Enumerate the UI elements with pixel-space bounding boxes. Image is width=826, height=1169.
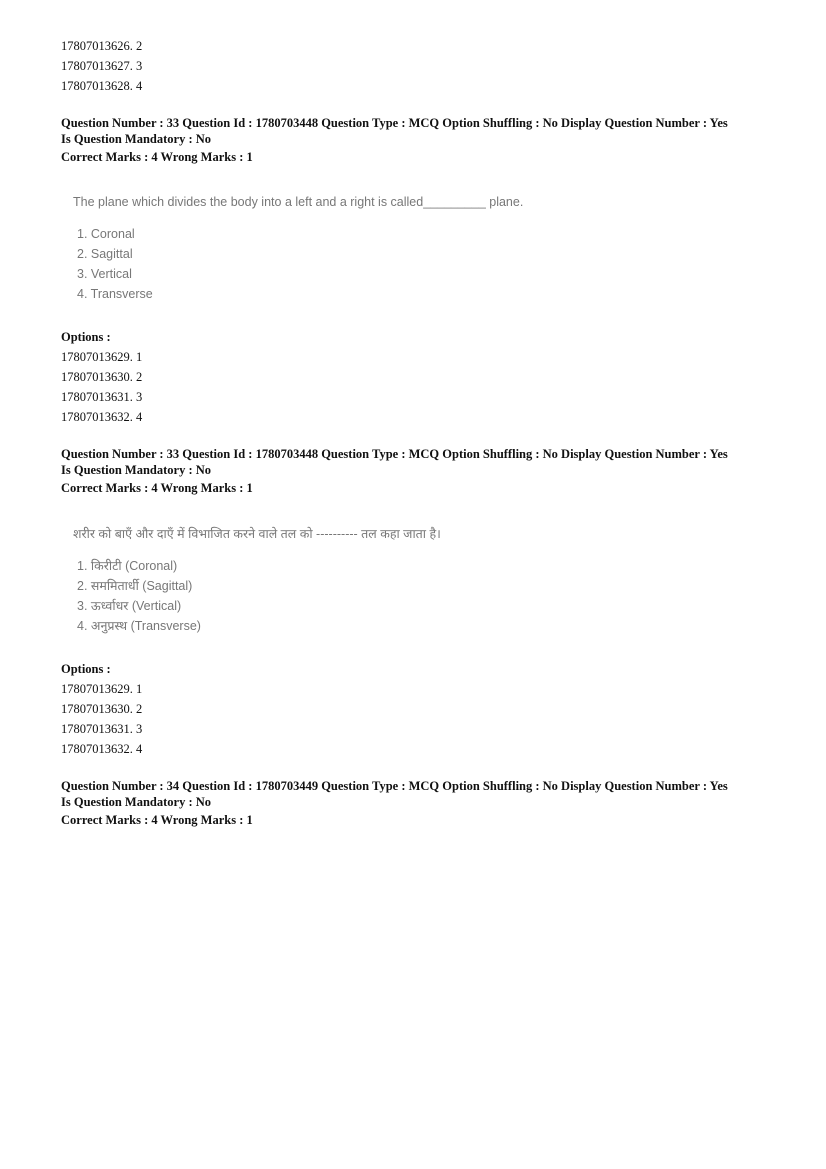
option-id-line: 17807013626. 2 <box>61 39 143 53</box>
answer-choice: 4. Transverse <box>77 287 153 301</box>
option-id-line: 17807013632. 4 <box>61 742 143 756</box>
exam-page <box>61 36 781 828</box>
question-image <box>73 192 781 304</box>
question-mandatory-line: Is Question Mandatory : No <box>61 132 212 146</box>
answer-choice: 4. अनुप्रस्थ (Transverse) <box>77 619 201 633</box>
option-id-line: 17807013630. 2 <box>61 702 143 716</box>
answer-choice: 1. किरीटी (Coronal) <box>77 559 178 573</box>
question-meta-line: Question Number : 34 Question Id : 1780703449 Question Type : MCQ Option Shuffling : No Display Question Number : Yes <box>61 779 728 793</box>
option-id-line: 17807013628. 4 <box>61 79 143 93</box>
question-mandatory-line: Is Question Mandatory : No <box>61 795 212 809</box>
option-id-line: 17807013629. 1 <box>61 682 143 696</box>
option-id-line: 17807013631. 3 <box>61 722 143 736</box>
question-mandatory-line: Is Question Mandatory : No <box>61 463 212 477</box>
question-block <box>61 115 781 427</box>
prev-options-list <box>61 36 781 96</box>
options-list <box>61 679 781 759</box>
question-stem: The plane which divides the body into a left and a right is called_________ plane. <box>73 195 524 209</box>
answer-choice: 2. Sagittal <box>77 247 133 261</box>
question-block <box>61 446 781 759</box>
question-marks-line: Correct Marks : 4 Wrong Marks : 1 <box>61 150 253 164</box>
options-list <box>61 347 781 427</box>
option-id-line: 17807013629. 1 <box>61 350 143 364</box>
option-id-line: 17807013630. 2 <box>61 370 143 384</box>
question-marks-line: Correct Marks : 4 Wrong Marks : 1 <box>61 813 253 827</box>
question-header <box>61 446 781 496</box>
options-label: Options : <box>61 662 111 676</box>
answer-choice: 3. ऊर्ध्वाधर (Vertical) <box>77 599 182 613</box>
question-meta-line: Question Number : 33 Question Id : 1780703448 Question Type : MCQ Option Shuffling : No Display Question Number : Yes <box>61 116 728 130</box>
question-stem: शरीर को बाएँ और दाएँ में विभाजित करने वाले तल को ---------- तल कहा जाता है। <box>73 527 441 541</box>
option-id-line: 17807013631. 3 <box>61 390 143 404</box>
question-header <box>61 115 781 165</box>
option-id-line: 17807013627. 3 <box>61 59 143 73</box>
answer-choice: 1. Coronal <box>77 227 135 241</box>
question-header <box>61 778 781 828</box>
answer-choice: 3. Vertical <box>77 267 132 281</box>
options-label: Options : <box>61 330 111 344</box>
option-id-line: 17807013632. 4 <box>61 410 143 424</box>
question-block <box>61 778 781 828</box>
question-image <box>73 524 781 636</box>
question-meta-line: Question Number : 33 Question Id : 1780703448 Question Type : MCQ Option Shuffling : No Display Question Number : Yes <box>61 447 728 461</box>
answer-choice: 2. सममितार्धी (Sagittal) <box>77 579 193 593</box>
question-marks-line: Correct Marks : 4 Wrong Marks : 1 <box>61 481 253 495</box>
